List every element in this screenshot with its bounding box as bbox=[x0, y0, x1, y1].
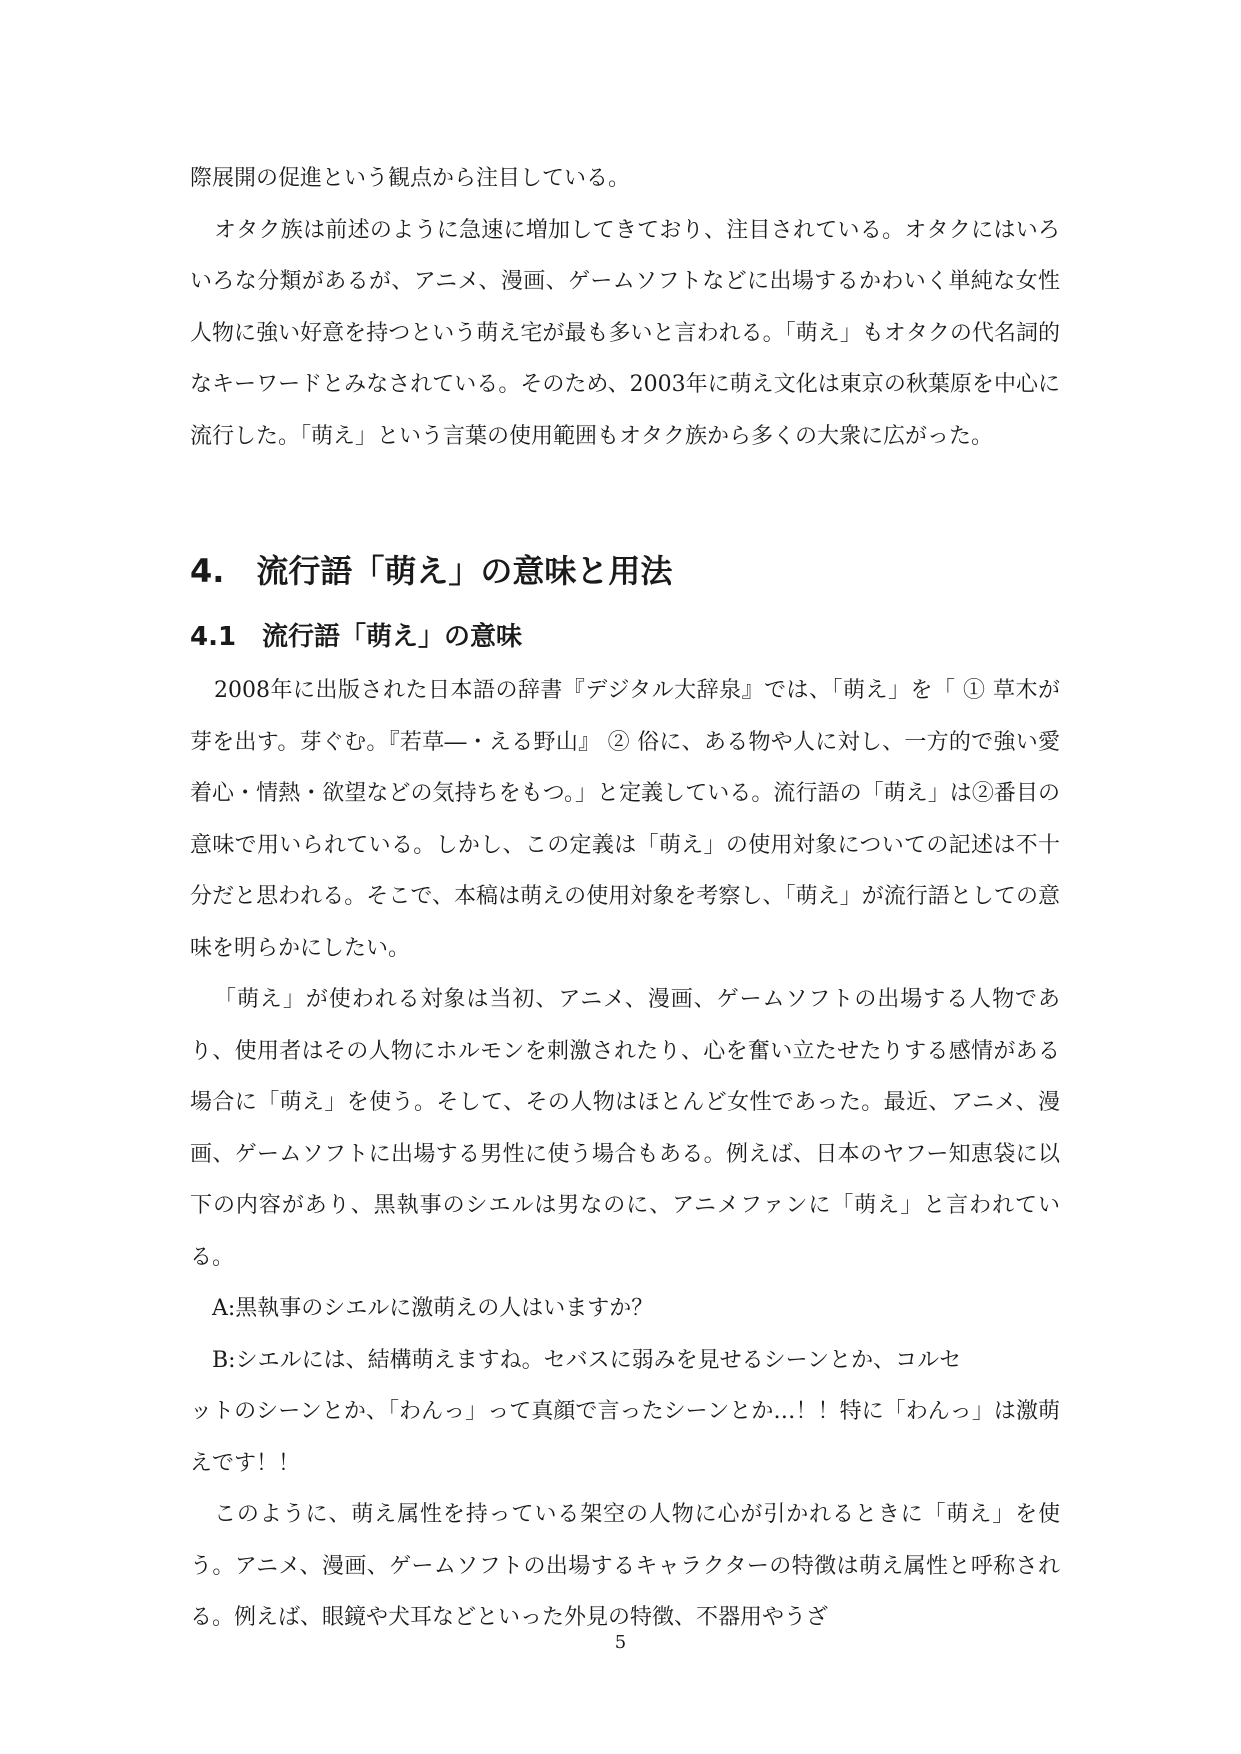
paragraph: オタク族は前述のように急速に増加してきており、注目されている。オタクにはいろいろな分類があるが、アニメ、漫画、ゲームソフトなどに出場するかわいく単純な女性人物に強い好意を持つという萌え宅が最も多いと言われる。「萌え」もオタクの代名詞的なキーワードとみなされている。そのため、2003年に萌え文化は東京の秋葉原を中心に流行した。「萌え」という言葉の使用範囲もオタク族から多くの大衆に広がった。 bbox=[190, 217, 1060, 449]
dialog-line-b: B:シエルには、結構萌えますね。セバスに弱みを見せるシーンとか、コルセ bbox=[212, 1347, 962, 1373]
dialog-line-a: A:黒執事のシエルに激萌えの人はいますか？ bbox=[212, 1296, 654, 1321]
page-number: 5 bbox=[614, 1632, 627, 1653]
subsection-heading: 4.1 流行語「萌え」の意味 bbox=[190, 622, 523, 652]
section-3-continuation bbox=[190, 153, 1060, 462]
section-heading: 4. 流行語「萌え」の意味と用法 bbox=[190, 552, 673, 590]
paragraph: 2008年に出版された日本語の辞書『デジタル大辞泉』では、「萌え」を「 ① 草木が芽を出す。芽ぐむ。『若草―・える野山』 ② 俗に、ある物や人に対し、一方的で強い愛着心・情熱・欲望などの気持ちをもつ。」と定義している。流行語の「萌え」は②番目の意味で用いられている。しかし、この定義は「萌え」の使用対象についての記述は不十分だと思われる。そこで、本稿は萌えの使用対象を考察し、「萌え」が流行語としての意味を明らかにしたい。 bbox=[190, 678, 1060, 961]
dialog-line-b-continued: ットのシーンとか、「わんっ」って真顔で言ったシーンとか…！！特に「わんっ」は激萌えです！！ bbox=[190, 1399, 1060, 1476]
section-4-1-body bbox=[190, 665, 1060, 1644]
paragraph: 際展開の促進という観点から注目している。 bbox=[190, 166, 631, 191]
paragraph: 「萌え」が使われる対象は当初、アニメ、漫画、ゲームソフトの出場する人物であり、使用者はその人物にホルモンを刺激されたり、心を奮い立たせたりする感情がある場合に「萌え」を使う。そして、その人物はほとんど女性であった。最近、アニメ、漫画、ゲームソフトに出場する男性に使う場合もある。例えば、日本のヤフー知恵袋に以下の内容があり、黒執事のシエルは男なのに、アニメファンに「萌え」と言われている。 bbox=[190, 987, 1060, 1270]
paragraph: このように、萌え属性を持っている架空の人物に心が引かれるときに「萌え」を使う。アニメ、漫画、ゲームソフトの出場するキャラクターの特徴は萌え属性と呼称される。例えば、眼鏡や犬耳などといった外見の特徴、不器用やうざ bbox=[190, 1502, 1060, 1630]
